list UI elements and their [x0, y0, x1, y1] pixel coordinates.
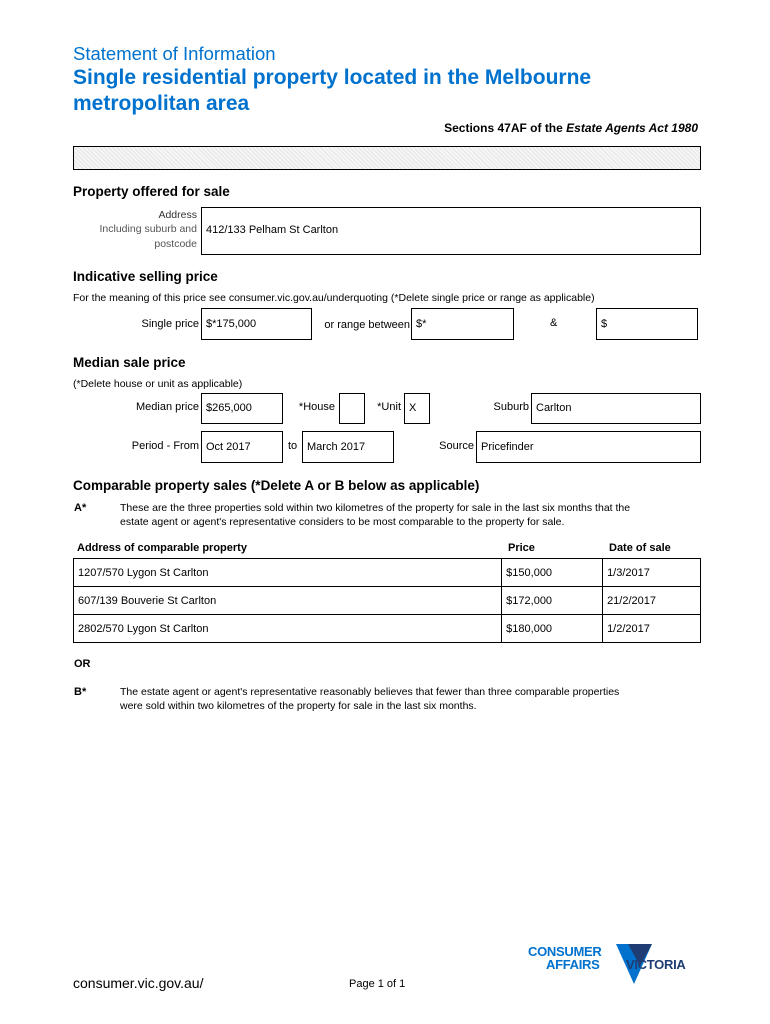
banner-field[interactable] [73, 146, 701, 170]
row-date-cell[interactable]: 21/2/2017 [603, 587, 701, 615]
page-number: Page 1 of 1 [349, 978, 406, 990]
consumer-affairs-victoria-logo [528, 942, 703, 992]
or-label: OR [74, 658, 91, 670]
period-from-field[interactable]: Oct 2017 [201, 431, 283, 463]
option-a-text-2: estate agent or agent's representative considers to be most comparable to the property for sale. [120, 516, 565, 528]
suburb-label: Suburb [493, 401, 529, 413]
range-to-field[interactable]: $ [596, 308, 698, 340]
option-b-text-1: The estate agent or agent's representative reasonably believes that fewer than three comparable properties [120, 686, 620, 698]
doc-label: Statement of Information [73, 43, 276, 64]
indicative-note: For the meaning of this price see consumer.vic.gov.au/underquoting (*Delete single price or range as applicable) [73, 292, 595, 304]
address-label-3: postcode [154, 238, 197, 250]
sections-prefix: Sections 47AF of the [444, 121, 567, 135]
sections-line [444, 121, 698, 135]
col-address-header: Address of comparable property [77, 542, 247, 554]
median-price-label: Median price [136, 401, 199, 413]
address-field[interactable]: 412/133 Pelham St Carlton [201, 207, 701, 255]
row-price-cell[interactable]: $180,000 [502, 615, 603, 643]
range-from-field[interactable]: $* [411, 308, 514, 340]
row-date-cell[interactable]: 1/3/2017 [603, 559, 701, 587]
col-price-header: Price [508, 542, 535, 554]
table-row [74, 615, 701, 643]
suburb-field[interactable]: Carlton [531, 393, 701, 424]
logo-victoria-text: VICTORIA [626, 957, 686, 972]
source-field[interactable]: Pricefinder [476, 431, 701, 463]
row-address-cell[interactable]: 607/139 Bouverie St Carlton [74, 587, 502, 615]
col-date-header: Date of sale [609, 542, 671, 554]
table-row [74, 587, 701, 615]
house-field[interactable] [339, 393, 365, 424]
logo-consumer-text: CONSUMER [528, 944, 602, 959]
unit-field[interactable]: X [404, 393, 430, 424]
source-label: Source [439, 440, 474, 452]
comparable-table [73, 558, 701, 643]
option-b-text-2: were sold within two kilometres of the property for sale in the last six months. [120, 700, 477, 712]
option-a-text-1: These are the three properties sold within two kilometres of the property for sale in the last six months that the [120, 502, 631, 514]
ampersand-label: & [550, 317, 558, 329]
option-a-marker: A* [74, 502, 87, 514]
option-b-marker: B* [74, 686, 87, 698]
row-address-cell[interactable]: 1207/570 Lygon St Carlton [74, 559, 502, 587]
comparable-heading: Comparable property sales (*Delete A or B below as applicable) [73, 478, 480, 493]
to-label: to [288, 440, 298, 452]
row-address-cell[interactable]: 2802/570 Lygon St Carlton [74, 615, 502, 643]
row-price-cell[interactable]: $172,000 [502, 587, 603, 615]
period-label: Period - From [131, 440, 199, 452]
act-name: Estate Agents Act 1980 [566, 121, 698, 135]
single-price-field[interactable]: $*175,000 [201, 308, 312, 340]
address-label-1: Address [158, 209, 197, 221]
period-to-field[interactable]: March 2017 [302, 431, 394, 463]
logo-affairs-text: AFFAIRS [546, 957, 600, 972]
row-price-cell[interactable]: $150,000 [502, 559, 603, 587]
median-note: (*Delete house or unit as applicable) [73, 378, 243, 390]
page-title-line-1: Single residential property located in the Melbourne [73, 66, 592, 89]
row-date-cell[interactable]: 1/2/2017 [603, 615, 701, 643]
address-label-2: Including suburb and [99, 223, 197, 235]
range-label: or range between [324, 319, 410, 331]
house-label: *House [298, 401, 335, 413]
indicative-heading: Indicative selling price [73, 269, 218, 284]
unit-label: *Unit [377, 401, 401, 413]
footer-url[interactable]: consumer.vic.gov.au/ [73, 975, 204, 991]
single-price-label: Single price [141, 318, 199, 330]
median-heading: Median sale price [73, 355, 186, 370]
table-row [74, 559, 701, 587]
page-title-line-2: metropolitan area [73, 92, 250, 115]
property-heading: Property offered for sale [73, 184, 230, 199]
median-price-field[interactable]: $265,000 [201, 393, 283, 424]
